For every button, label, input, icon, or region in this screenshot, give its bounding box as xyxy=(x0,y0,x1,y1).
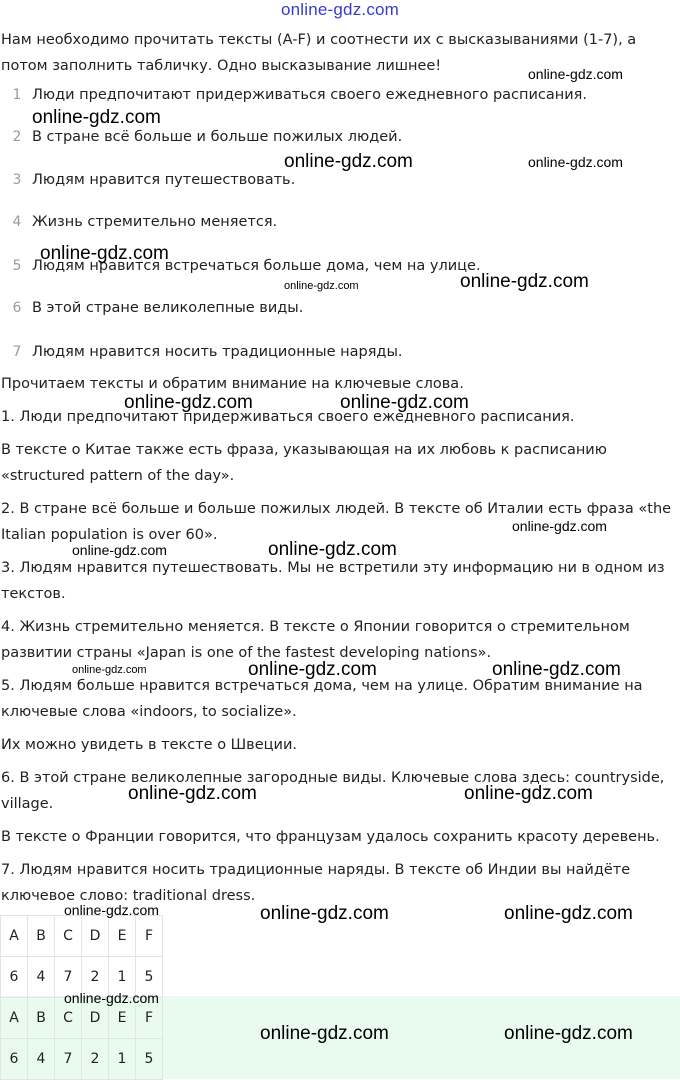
statement-item xyxy=(0,85,680,109)
statement-item xyxy=(0,298,680,322)
watermark: online-gdz.com xyxy=(32,107,161,128)
watermark: online-gdz.com xyxy=(128,783,257,804)
watermark: online-gdz.com xyxy=(64,990,159,1006)
watermark: online-gdz.com xyxy=(72,542,167,558)
explanation-intro: Прочитаем тексты и обратим внимание на ключевые слова. xyxy=(1,376,464,392)
answer-table-header: D xyxy=(82,916,109,957)
explanation-5: 5. Людям больше нравится встречаться дома, чем на улице. Обратим внимание на ключевые слова «indoors, to socialize». xyxy=(1,678,643,720)
explanation-6-detail: В тексте о Франции говорится, что французам удалось сохранить красоту деревень. xyxy=(1,829,660,845)
watermark: online-gdz.com xyxy=(260,1023,389,1044)
watermark: online-gdz.com xyxy=(528,154,623,170)
answer-table-cell: 2 xyxy=(82,1039,109,1080)
watermark: online-gdz.com xyxy=(504,903,633,924)
statement-number: 5 xyxy=(12,258,22,274)
task-intro: Нам необходимо прочитать тексты (A-F) и соотнести их с высказываниями (1-7), а потом заполнить табличку. Одно высказывание лишнее! xyxy=(1,32,637,74)
watermark: online-gdz.com xyxy=(124,392,253,413)
answer-table-header: B xyxy=(28,998,55,1039)
answer-table-cell: 4 xyxy=(28,1039,55,1080)
explanation-1-detail: В тексте о Китае также есть фраза, указывающая на их любовь к расписанию «structured pattern of the day». xyxy=(1,442,607,484)
statement-item xyxy=(0,127,680,151)
watermark: online-gdz.com xyxy=(72,664,147,676)
statement-number: 2 xyxy=(12,129,22,145)
answer-table-header: E xyxy=(109,916,136,957)
answer-table-cell: 7 xyxy=(55,957,82,998)
statement-number: 7 xyxy=(12,344,22,360)
statement-number: 4 xyxy=(12,214,22,230)
watermark: online-gdz.com xyxy=(340,392,469,413)
answer-table-cell: 5 xyxy=(136,1039,163,1080)
statement-item xyxy=(0,170,680,194)
explanation-7: 7. Людям нравится носить традиционные наряды. В тексте об Индии вы найдёте ключевое слово: traditional dress. xyxy=(1,862,631,904)
answer-table-header: C xyxy=(55,916,82,957)
statement-text: В этой стране великолепные виды. xyxy=(32,300,304,316)
statement-text: Людям нравится встречаться больше дома, чем на улице. xyxy=(32,258,481,274)
watermark: online-gdz.com xyxy=(64,902,159,918)
answer-table-header: E xyxy=(109,998,136,1039)
answer-table-cell: 7 xyxy=(55,1039,82,1080)
explanation-2: 2. В стране всё больше и больше пожилых людей. В тексте об Италии есть фраза «the Italian population is over 60». xyxy=(1,501,672,543)
answer-table-cell: 2 xyxy=(82,957,109,998)
watermark: online-gdz.com xyxy=(284,280,359,292)
statement-item xyxy=(0,212,680,236)
watermark: online-gdz.com xyxy=(528,66,623,82)
watermark: online-gdz.com xyxy=(248,659,377,680)
answer-table-cell: 6 xyxy=(1,957,28,998)
answer-table-cell: 1 xyxy=(109,1039,136,1080)
statement-number: 6 xyxy=(12,300,22,316)
watermark: online-gdz.com xyxy=(464,783,593,804)
watermark: online-gdz.com xyxy=(512,518,607,534)
site-logo[interactable]: online-gdz.com xyxy=(280,0,400,19)
explanation-4: 4. Жизнь стремительно меняется. В тексте о Японии говорится о стремительном развитии страны «Japan is one of the fastest developing nations». xyxy=(1,619,630,661)
explanation-6: 6. В этой стране великолепные загородные виды. Ключевые слова здесь: countryside, village. xyxy=(1,770,665,812)
answer-table-highlighted xyxy=(0,997,163,1080)
statement-text: Людям нравится носить традиционные наряды. xyxy=(32,344,403,360)
answer-table-header-row xyxy=(1,916,163,957)
answer-table-header: F xyxy=(136,998,163,1039)
statement-text: Жизнь стремительно меняется. xyxy=(32,214,278,230)
answer-table-cell: 5 xyxy=(136,957,163,998)
answer-table-value-row xyxy=(1,1039,163,1080)
answer-table-cell: 1 xyxy=(109,957,136,998)
watermark: online-gdz.com xyxy=(260,903,389,924)
answer-table-header: C xyxy=(55,998,82,1039)
statement-text: Людям нравится путешествовать. xyxy=(32,172,296,188)
watermark: online-gdz.com xyxy=(284,151,413,172)
statement-text: В стране всё больше и больше пожилых людей. xyxy=(32,129,403,145)
statement-number: 1 xyxy=(12,87,22,103)
statement-text: Люди предпочитают придерживаться своего ежедневного расписания. xyxy=(32,87,588,103)
explanation-5-detail: Их можно увидеть в тексте о Швеции. xyxy=(1,737,297,753)
answer-table-cell: 4 xyxy=(28,957,55,998)
answer-table-header: D xyxy=(82,998,109,1039)
watermark: online-gdz.com xyxy=(504,1023,633,1044)
watermark: online-gdz.com xyxy=(40,243,169,264)
statement-item xyxy=(0,342,680,366)
watermark: online-gdz.com xyxy=(268,539,397,560)
watermark: online-gdz.com xyxy=(460,271,589,292)
answer-table-cell: 6 xyxy=(1,1039,28,1080)
answer-table-header: A xyxy=(1,916,28,957)
answer-table-header: F xyxy=(136,916,163,957)
answer-table xyxy=(0,915,163,998)
answer-table-header: A xyxy=(1,998,28,1039)
explanation-1: 1. Люди предпочитают придерживаться своего ежедневного расписания. xyxy=(1,409,575,425)
explanation-3: 3. Людям нравится путешествовать. Мы не встретили эту информацию ни в одном из текстов. xyxy=(1,560,665,602)
answer-table-header: B xyxy=(28,916,55,957)
statement-number: 3 xyxy=(12,172,22,188)
watermark: online-gdz.com xyxy=(492,659,621,680)
